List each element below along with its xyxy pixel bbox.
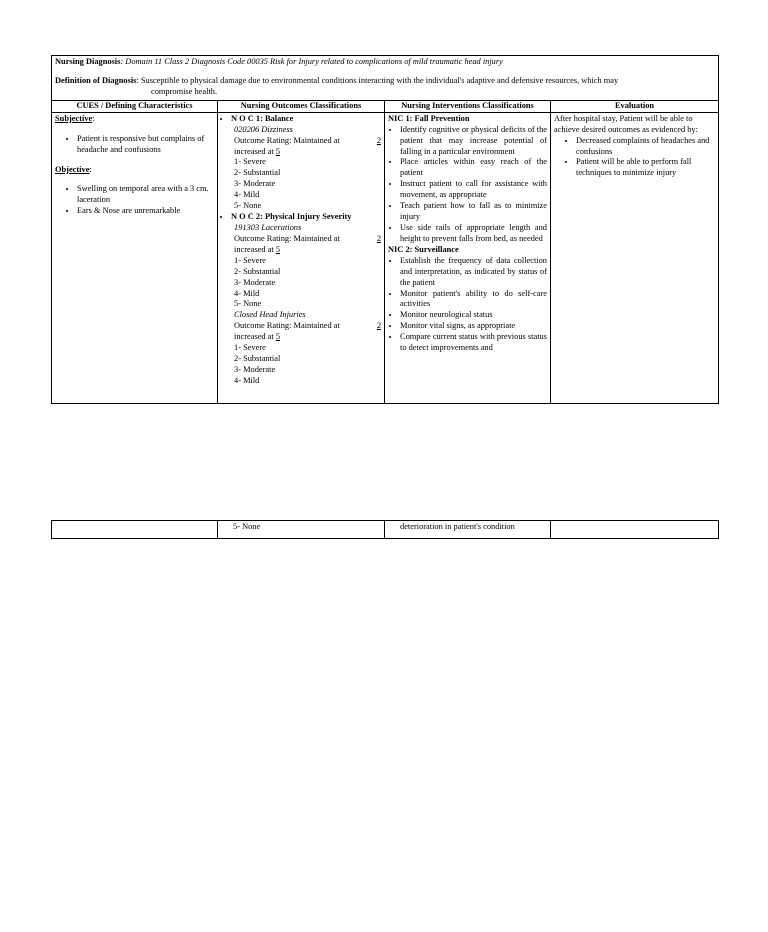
increased-value: 5 (275, 332, 281, 342)
increased-text: increased at (234, 244, 274, 254)
noc1-block (221, 125, 381, 212)
scale-item: 2- Substantial (234, 266, 281, 276)
maintained-value: 2 (376, 135, 381, 145)
scale-item: 3- Moderate (234, 179, 276, 189)
objective-list (55, 184, 214, 217)
maintained-value: 2 (376, 233, 381, 243)
nic1-list (388, 125, 547, 245)
evaluation-intro: After hospital stay, Patient will be able to achieve desired outcomes as evidenced by: (554, 113, 698, 134)
evaluation-item: • Patient will be able to perform fall techniques to minimize injury (576, 157, 715, 179)
care-plan-table (51, 55, 719, 404)
nic2-title: NIC 2: Surveillance (388, 244, 459, 254)
noc2-item (231, 212, 381, 223)
nursing-diagnosis (55, 57, 715, 68)
header-nic: Nursing Interventions Classifications (385, 100, 551, 112)
definition-label: Definition of Diagnosis (55, 75, 137, 85)
evaluation-list (554, 136, 715, 180)
noc-list (221, 114, 381, 125)
definition-text: : Susceptible to physical damage due to environmental conditions interacting with the individual's adaptive and defensive resources, which may (136, 75, 619, 85)
header-evaluation: Evaluation (551, 100, 719, 112)
scale-item: 3- Moderate (234, 277, 276, 287)
diagnosis-text: : Domain 11 Class 2 Diagnosis Code 00035 Risk for Injury related to complications of mild traumatic head injury (120, 57, 503, 66)
evaluation-item: • Decreased complaints of headaches and confusions (576, 136, 715, 158)
increased-text: increased at (234, 146, 274, 156)
rating-text: Outcome Rating: Maintained at (234, 321, 340, 331)
scale-item: 1- Severe (234, 343, 266, 353)
noc1-code: 020206 Dizziness (234, 124, 293, 134)
noc2-code: 191303 Lacerations (234, 222, 302, 232)
scale-item: 4- Mild (234, 288, 260, 298)
rating-text: Outcome Rating: Maintained at (234, 233, 340, 243)
noc-cell (218, 112, 385, 403)
scale-item: 2- Substantial (234, 354, 281, 364)
nic1-item: • Place articles within easy reach of the patient (400, 157, 547, 179)
scale-item: 3- Moderate (234, 364, 276, 374)
nic2-item: • Compare current status with previous status to detect improvements and (400, 332, 547, 354)
nic1-item: • Use side rails of appropriate length and height to prevent falls from bed, as needed (400, 223, 547, 245)
noc-cell-cont (218, 521, 385, 539)
rating-text: Outcome Rating: Maintained at (234, 135, 340, 145)
nic2-item: • Monitor neurological status (400, 310, 547, 321)
header-cues: CUES / Defining Characteristics (52, 100, 218, 112)
scale-item: 5- None (234, 201, 262, 211)
evaluation-cell-cont (551, 521, 719, 539)
objective-item: • Swelling on temporal area with a 3 cm. laceration (77, 184, 214, 206)
diagnosis-definition (55, 76, 715, 98)
nic2-item: • Monitor vital signs, as appropriate (400, 321, 547, 332)
noc1-title: N O C 1: Balance (231, 113, 294, 123)
diagnosis-label: Nursing Diagnosis (55, 57, 121, 66)
closed-head-label: Closed Head Injuries (234, 310, 306, 320)
nic2-item: • Monitor patient's ability to do self-care activities (400, 289, 547, 311)
noc-list-2 (221, 212, 381, 223)
subjective-item: • Patient is responsive but complains of headache and confusions (77, 134, 214, 156)
increased-value: 5 (275, 146, 281, 156)
scale-item: 1- Severe (234, 255, 266, 265)
cues-cell: Subjective: • Patient is responsive but complains of headache and confusions Objective: • Swelling on temporal area with a 3 cm. laceration • Ears & Nose are unremarkable (52, 112, 218, 403)
increased-value: 5 (275, 244, 281, 254)
nic2-item-cont: deterioration in patient's condition (400, 522, 515, 531)
nic2-item: • Establish the frequency of data collection and interpretation, as indicated by status of the patient (400, 256, 547, 289)
diagnosis-cell (52, 56, 719, 101)
header-noc: Nursing Outcomes Classifications (218, 100, 385, 112)
subjective-list (55, 134, 214, 156)
nic1-title: NIC 1: Fall Prevention (388, 113, 470, 123)
cues-cell-cont (52, 521, 218, 539)
scale-item: 4- Mild (234, 375, 260, 385)
scale-item: 5- None (233, 522, 261, 531)
nic1-item: • Instruct patient to call for assistance with movement, as appropriate (400, 179, 547, 201)
maintained-value: 2 (376, 321, 381, 331)
nic1-item: • Identify cognitive or physical deficits of the patient that may increase potential of falling in a particular environment (400, 125, 547, 158)
scale-item: 2- Substantial (234, 168, 281, 178)
nic1-item: • Teach patient how to fall as to minimize injury (400, 201, 547, 223)
nic-cell (385, 112, 551, 403)
noc2-title: N O C 2: Physical Injury Severity (231, 212, 352, 222)
objective-label: Objective (55, 164, 90, 174)
definition-text-cont: compromise health. (151, 86, 218, 96)
scale-item: 1- Severe (234, 157, 266, 167)
noc2-block (221, 223, 381, 387)
noc1-item (231, 114, 381, 125)
nic-cell-cont (385, 521, 551, 539)
objective-item: • Ears & Nose are unremarkable (77, 206, 214, 217)
care-plan-table-continued (51, 520, 719, 539)
increased-text: increased at (234, 332, 274, 342)
evaluation-cell (551, 112, 719, 403)
subjective-label: Subjective (55, 113, 93, 123)
scale-item: 5- None (234, 299, 262, 309)
scale-item: 4- Mild (234, 190, 260, 200)
nic2-list (388, 256, 547, 354)
